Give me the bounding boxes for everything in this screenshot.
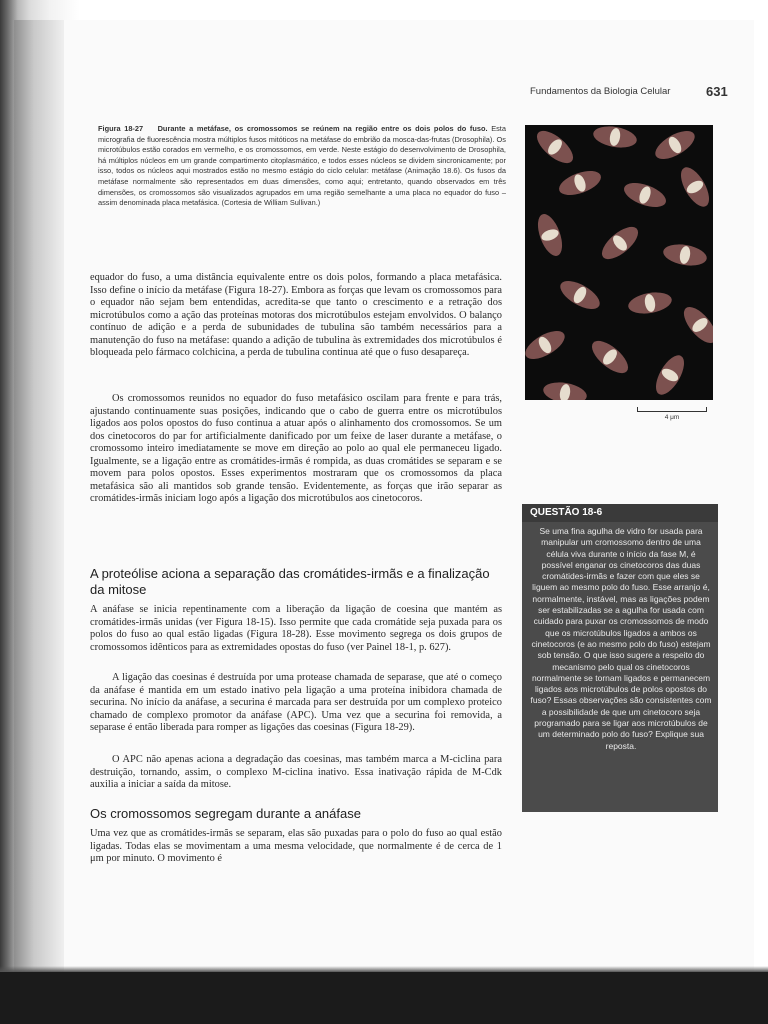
running-header (530, 84, 740, 100)
mitotic-spindle (675, 163, 713, 211)
body-paragraph-1 (90, 272, 502, 360)
mitotic-spindle (525, 325, 569, 364)
mitotic-spindle (650, 351, 689, 399)
scale-bar (637, 405, 707, 425)
section-heading-proteolysis: A proteólise aciona a separação das cromátides-irmãs e a finalização da mitose (90, 566, 490, 597)
mitotic-spindle (533, 211, 567, 259)
question-box (522, 504, 718, 812)
mitotic-spindle (532, 125, 579, 169)
facing-page-edge (14, 20, 64, 975)
question-title: QUESTÃO 18-6 (522, 504, 718, 522)
mitotic-spindle (662, 241, 709, 268)
mitotic-spindle (587, 335, 634, 379)
paragraph-text: A ligação das coesinas é destruída por uma protease chamada de separase, que até o começo da anáfase é mantida em um estado inativo pela ligação a uma proteína inibidora chamada de securina. No início da anáfase, a securina é marcada para ser destruída por um complexo proteico chamado de complexo promotor da anáfase (APC). Uma vez que a securina foi removida, a separase é então liberada para romper as ligações das coesinas (Figura 18-29). (90, 672, 502, 733)
scanner-bottom-band (0, 972, 768, 1024)
mitotic-spindle (651, 125, 699, 164)
page-number: 631 (706, 84, 728, 99)
mitotic-spindle (556, 166, 604, 200)
figure-label: Figura 18-27 (98, 124, 144, 133)
scale-bar-line (637, 407, 707, 412)
paragraph-text: equador do fuso, a uma distância equivalente entre os dois polos, formando a placa metafásica. Isso define o início da metáfase (Figura 18-27). Embora as forças que levam os cromossomos para o equador não sejam bem entendidas, acredita-se que tanto o crescimento e a retração dos microtúbulos como a ação das proteínas motoras dos microtúbulos estejam envolvidos. O balanço contínuo de adição e a perda de subunidades de tubulina são também necessários para a manutenção do fuso na metáfase: quando a adição de tubulina às extremidades dos microtúbulos é bloqueada pelo fármaco colchicina, a perda de tubulina continua até que o fuso desapareça. (90, 272, 502, 358)
question-text: Se uma fina agulha de vidro for usada para manipular um cromossomo dentro de uma célula viva durante o início da fase M, é possível enganar os cinetocoros das duas cromátides-irmãs e fazer com que eles se liguem ao mesmo polo do fuso. Esse arranjo é, normalmente, instável, mas as ligações podem ser estabilizadas se a agulha for usada com cuidado para puxar os cromossomos de modo que os microtúbulos ligados a ambos os cinetocoros (e ao mesmo polo do fuso) estejam sob tensão. O que isso sugere a respeito do mecanismo pelo qual os cinetocoros normalmente se tornam ligados e permanecem ligados aos microtúbulos de polos opostos do fuso? Essas observações são consistentes com a possibilidade de que um cinetocoro seja programado para se ligar aos microtúbulos de um determinado polo do fuso? Explique sua reposta. (530, 526, 712, 751)
fluorescence-micrograph (525, 125, 713, 400)
figure-caption (98, 124, 506, 209)
body-paragraph-6 (90, 828, 502, 866)
mitotic-spindle (678, 302, 713, 349)
mitotic-spindle (542, 379, 589, 400)
mitotic-spindle (621, 178, 669, 212)
mitotic-spindle (556, 275, 604, 314)
scale-bar-label: 4 μm (664, 414, 680, 421)
body-paragraph-2 (90, 393, 502, 506)
running-title: Fundamentos da Biologia Celular (530, 86, 671, 97)
figure-caption-title: Durante a metáfase, os cromossomos se reúnem na região entre os dois polos do fuso. (157, 124, 488, 133)
paragraph-text: A anáfase se inicia repentinamente com a liberação da ligação de coesina que mantém as cromátides-irmãs unidas (ver Figura 18-15). Isso permite que cada cromátide seja puxada para os polos do fuso ao qual estão ligadas (Figura 18-28). Esse movimento segrega os dois grupos de cromossomos idênticos para as extremidades opostas do fuso (ver Painel 18-1, p. 627). (90, 604, 502, 653)
body-paragraph-4 (90, 672, 502, 735)
paragraph-text: O APC não apenas aciona a degradação das coesinas, mas também marca a M-ciclina para destruição, tornando, assim, o complexo M-ciclina inativo. Essa inativação rápida de M-Cdk auxilia a iniciar a saída da mitose. (90, 754, 502, 790)
paragraph-text: Uma vez que as cromátides-irmãs se separam, elas são puxadas para o polo do fuso ao qual estão ligadas. Todas elas se movimentam a uma mesma velocidade, que normalmente é de cerca de 1 μm por minuto. O movimento é (90, 828, 502, 864)
section-heading-anaphase: Os cromossomos segregam durante a anáfase (90, 806, 361, 821)
mitotic-spindle (597, 221, 644, 265)
body-paragraph-5 (90, 754, 502, 792)
paragraph-text: Os cromossomos reunidos no equador do fuso metafásico oscilam para frente e para trás, ajustando continuamente suas posições, indicando que o cabo de guerra entre os microtúbulos ligados aos polos opostos do fuso continua a atuar após o alinhamento dos cromossomos. Se um dos cinetocoros do par for artificialmente danificado por um feixe de laser durante a metáfase, o cromossomo inteiro imediatamente se move em direção ao polo ao qual ele permaneceu ligado. Igualmente, se a ligação entre as cromátides-irmãs é rompida, as duas cromátides se separam e se movem para polos opostos. Esses experimentos mostraram que os cromossomos da placa metafásica são ali mantidos sob grande tensão. Evidentemente, as forças que irão separar as cromátides-irmãs iniciam logo após a ligação dos microtúbulos aos cinetocoros. (90, 393, 502, 504)
mitotic-spindle (627, 289, 674, 316)
mitotic-spindle (592, 125, 639, 151)
figure-caption-text: Esta micrografia de fluorescência mostra múltiplos fusos mitóticos na metáfase do embrião da mosca-das-frutas (Drosophila). Os microtúbulos estão corados em vermelho, e os cromossomos, em verde. Neste estágio do desenvolvimento de Drosophila, há múltiplos núcleos em um grande compartimento citoplasmático, e todos esses núcleos se dividem sincronicamente; por isso, todos os núcleos aqui mostrados estão no mesmo estágio do ciclo celular: metáfase (Animação 18.6). Os fusos da metáfase normalmente são representados em duas dimensões, como aqui; entretanto, quando observados em três dimensões, os cromossomos são visualizados agrupados em uma região semelhante a uma placa no equador do fuso – assim denominada placa metafásica. (Cortesia de William Sullivan.) (98, 124, 506, 208)
body-paragraph-3 (90, 604, 502, 654)
micrograph-spindles (525, 125, 713, 400)
